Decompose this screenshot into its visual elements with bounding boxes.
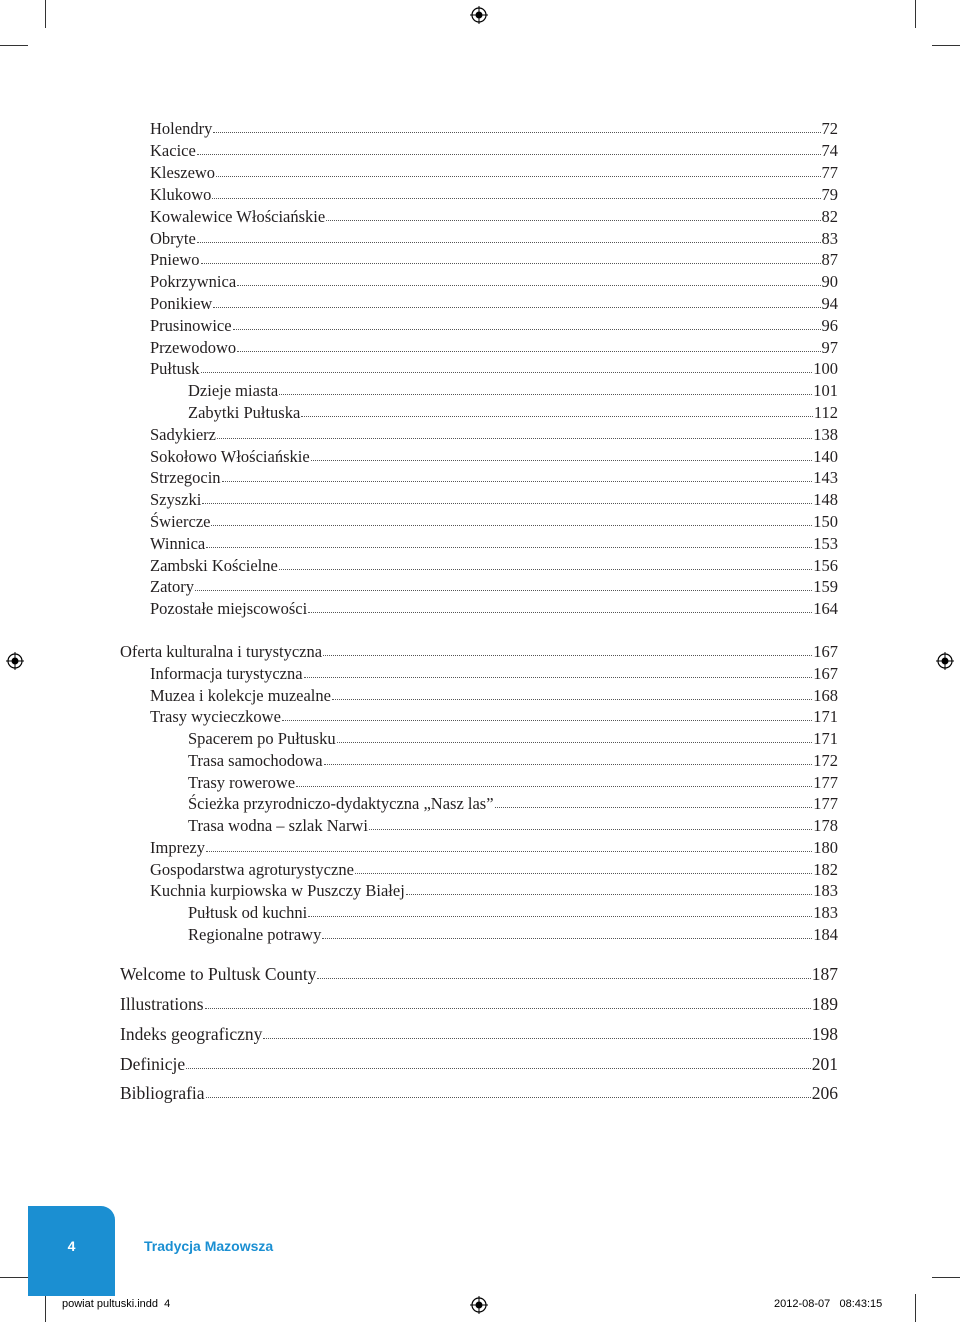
- toc-entry: [150, 860, 838, 880]
- crop-mark: [45, 0, 46, 28]
- toc-entry-label: Trasa wodna – szlak Narwi: [188, 816, 368, 835]
- toc-entry-label: Sokołowo Włościańskie: [150, 447, 310, 466]
- toc-entry: [150, 338, 838, 358]
- toc-entry-label: Kuchnia kurpiowska w Puszczy Białej: [150, 881, 405, 900]
- toc-entry-page: 167: [813, 642, 838, 661]
- toc-entry: [188, 816, 838, 836]
- toc-entry-page: 82: [821, 207, 838, 226]
- toc-entry: [150, 359, 838, 379]
- toc-entry-label: Zambski Kościelne: [150, 556, 278, 575]
- toc-entry-page: 201: [811, 1054, 838, 1074]
- toc-leader-dots: [304, 673, 813, 678]
- toc-entry: [150, 447, 838, 467]
- toc-entry: [120, 1054, 838, 1074]
- toc-leader-dots: [323, 651, 812, 656]
- toc-leader-dots: [213, 303, 820, 308]
- toc-entry-label: Trasy rowerowe: [188, 773, 296, 792]
- toc-leader-dots: [332, 695, 812, 700]
- toc-entry: [150, 512, 838, 532]
- toc-entry-page: 171: [813, 729, 838, 748]
- toc-entry-page: 138: [813, 425, 838, 444]
- toc-entry-label: Imprezy: [150, 838, 205, 857]
- toc-entry-label: Oferta kulturalna i turystyczna: [120, 642, 323, 661]
- toc-leader-dots: [355, 869, 812, 874]
- toc-entry-page: 187: [811, 964, 838, 984]
- toc-entry: [188, 903, 838, 923]
- toc-entry-page: 184: [813, 925, 838, 944]
- toc-entry-label: Pułtusk od kuchni: [188, 903, 308, 922]
- toc-entry-page: 177: [813, 773, 838, 792]
- toc-entry: [150, 490, 838, 510]
- toc-entry: [120, 642, 838, 662]
- toc-entry-page: 143: [813, 468, 838, 487]
- toc-entry: [150, 534, 838, 554]
- toc-leader-dots: [202, 499, 812, 504]
- toc-leader-dots: [324, 760, 813, 765]
- toc-entry-page: 189: [811, 994, 838, 1014]
- toc-entry-page: 164: [813, 599, 838, 618]
- toc-entry: [150, 163, 838, 183]
- slug-timestamp: [774, 1298, 882, 1310]
- toc-entry: [150, 425, 838, 445]
- slug-date: 2012-08-07: [774, 1298, 831, 1310]
- toc-entry-page: 74: [821, 141, 838, 160]
- toc-entry: [150, 250, 838, 270]
- slug-file-page: 4: [164, 1298, 171, 1310]
- toc-entry-page: 72: [821, 119, 838, 138]
- registration-mark-icon: [936, 652, 954, 670]
- toc-entry: [150, 599, 838, 619]
- toc-leader-dots: [216, 172, 820, 177]
- toc-entry-label: Bibliografia: [120, 1083, 205, 1103]
- toc-entry-label: Strzegocin: [150, 468, 221, 487]
- toc-leader-dots: [201, 259, 821, 264]
- publication-title: Tradycja Mazowsza: [144, 1238, 274, 1254]
- registration-mark-icon: [470, 1296, 488, 1314]
- toc-entry-label: Klukowo: [150, 185, 212, 204]
- toc-leader-dots: [317, 974, 810, 979]
- toc-entry-page: 87: [821, 250, 838, 269]
- toc-leader-dots: [205, 1004, 811, 1009]
- crop-mark: [932, 1277, 960, 1278]
- toc-leader-dots: [197, 150, 821, 155]
- toc-entry-label: Prusinowice: [150, 316, 232, 335]
- toc-entry-page: 79: [821, 185, 838, 204]
- toc-leader-dots: [197, 238, 821, 243]
- toc-leader-dots: [263, 1034, 810, 1039]
- toc-entry-page: 77: [821, 163, 838, 182]
- toc-leader-dots: [206, 1093, 811, 1098]
- slug-file-name-text: powiat pultuski.indd: [62, 1298, 159, 1310]
- registration-mark-icon: [6, 652, 24, 670]
- toc-leader-dots: [282, 716, 812, 721]
- page-number: 4: [67, 1238, 76, 1254]
- toc-leader-dots: [495, 803, 813, 808]
- toc-entry-label: Przewodowo: [150, 338, 237, 357]
- toc-leader-dots: [301, 412, 813, 417]
- toc-leader-dots: [308, 608, 812, 613]
- toc-entry-label: Ścieżka przyrodniczo-dydaktyczna „Nasz las”: [188, 794, 494, 813]
- toc-entry-page: 83: [821, 229, 838, 248]
- toc-entry: [150, 468, 838, 488]
- toc-entry-label: Gospodarstwa agroturystyczne: [150, 860, 354, 879]
- toc-entry-label: Holendry: [150, 119, 213, 138]
- crop-mark: [0, 45, 28, 46]
- toc-entry-label: Zatory: [150, 577, 194, 596]
- toc-entry: [188, 925, 838, 945]
- toc-entry-label: Indeks geograficzny: [120, 1024, 263, 1044]
- toc-entry-page: 90: [821, 272, 838, 291]
- toc-leader-dots: [279, 390, 812, 395]
- toc-entry: [150, 141, 838, 161]
- toc-entry-label: Illustrations: [120, 994, 204, 1014]
- toc-entry-page: 183: [813, 881, 838, 900]
- toc-entry-page: 177: [813, 794, 838, 813]
- toc-entry-page: 156: [813, 556, 838, 575]
- toc-entry-page: 168: [813, 686, 838, 705]
- toc-entry-page: 159: [813, 577, 838, 596]
- toc-entry-page: 178: [813, 816, 838, 835]
- toc-entry-page: 100: [813, 359, 838, 378]
- crop-mark: [915, 0, 916, 28]
- toc-leader-dots: [213, 128, 820, 133]
- toc-entry: [188, 403, 838, 423]
- toc-entry: [150, 316, 838, 336]
- toc-leader-dots: [237, 347, 820, 352]
- crop-mark: [932, 45, 960, 46]
- toc-leader-dots: [211, 521, 812, 526]
- toc-entry: [188, 729, 838, 749]
- toc-entry-page: 182: [813, 860, 838, 879]
- toc-entry: [120, 1024, 838, 1044]
- toc-entry-page: 112: [813, 403, 838, 422]
- toc-entry-label: Świercze: [150, 512, 211, 531]
- toc-entry-page: 150: [813, 512, 838, 531]
- toc-leader-dots: [206, 847, 812, 852]
- toc-entry: [150, 664, 838, 684]
- toc-entry-label: Kowalewice Włościańskie: [150, 207, 326, 226]
- toc-entry-label: Sadykierz: [150, 425, 216, 444]
- toc-entry-page: 183: [813, 903, 838, 922]
- toc-entry-page: 180: [813, 838, 838, 857]
- toc-entry-label: Kacice: [150, 141, 196, 160]
- toc-entry: [188, 794, 838, 814]
- toc-entry: [150, 838, 838, 858]
- toc-entry: [188, 773, 838, 793]
- toc-leader-dots: [217, 434, 812, 439]
- toc-leader-dots: [237, 281, 820, 286]
- toc-entry-label: Kleszewo: [150, 163, 216, 182]
- toc-entry-label: Zabytki Pułtuska: [188, 403, 301, 422]
- slug-file-name: [62, 1298, 170, 1310]
- toc-entry-label: Trasa samochodowa: [188, 751, 323, 770]
- crop-mark: [0, 1277, 28, 1278]
- toc-entry: [150, 185, 838, 205]
- toc-leader-dots: [233, 325, 821, 330]
- toc-entry-page: 172: [813, 751, 838, 770]
- toc-leader-dots: [311, 456, 813, 461]
- crop-mark: [45, 1294, 46, 1322]
- toc-entry-label: Pniewo: [150, 250, 200, 269]
- toc-leader-dots: [222, 477, 813, 482]
- toc-entry-label: Trasy wycieczkowe: [150, 707, 281, 726]
- toc-leader-dots: [308, 912, 812, 917]
- toc-entry-page: 153: [813, 534, 838, 553]
- toc-entry: [150, 119, 838, 139]
- toc-entry-label: Ponikiew: [150, 294, 213, 313]
- toc-entry-label: Muzea i kolekcje muzealne: [150, 686, 331, 705]
- crop-mark: [915, 1294, 916, 1322]
- toc-leader-dots: [212, 194, 820, 199]
- toc-leader-dots: [369, 825, 812, 830]
- toc-entry-label: Spacerem po Pułtusku: [188, 729, 336, 748]
- toc-leader-dots: [322, 934, 812, 939]
- toc-entry: [120, 964, 838, 984]
- toc-entry: [150, 881, 838, 901]
- toc-entry: [150, 707, 838, 727]
- toc-entry: [150, 229, 838, 249]
- toc-entry: [150, 272, 838, 292]
- toc-entry: [120, 994, 838, 1014]
- toc-entry: [150, 686, 838, 706]
- toc-entry-page: 206: [811, 1083, 838, 1103]
- toc-entry-page: 148: [813, 490, 838, 509]
- toc-entry-label: Regionalne potrawy: [188, 925, 322, 944]
- toc-entry-page: 198: [811, 1024, 838, 1044]
- toc-entry: [150, 294, 838, 314]
- toc-entry-label: Pokrzywnica: [150, 272, 237, 291]
- toc-entry-page: 96: [821, 316, 838, 335]
- toc-entry-page: 97: [821, 338, 838, 357]
- toc-entry: [150, 556, 838, 576]
- toc-leader-dots: [296, 782, 812, 787]
- toc-entry-label: Dzieje miasta: [188, 381, 279, 400]
- toc-entry-page: 171: [813, 707, 838, 726]
- toc-entry-label: Pozostałe miejscowości: [150, 599, 308, 618]
- toc-leader-dots: [337, 738, 813, 743]
- toc-entry-page: 167: [813, 664, 838, 683]
- toc-entry: [150, 207, 838, 227]
- toc-leader-dots: [279, 565, 812, 570]
- toc-leader-dots: [195, 586, 812, 591]
- toc-entry-page: 94: [821, 294, 838, 313]
- toc-entry-label: Szyszki: [150, 490, 202, 509]
- toc-entry-page: 101: [813, 381, 838, 400]
- toc-entry-page: 140: [813, 447, 838, 466]
- toc-entry-label: Definicje: [120, 1054, 186, 1074]
- toc-entry-label: Informacja turystyczna: [150, 664, 303, 683]
- toc-leader-dots: [326, 216, 820, 221]
- toc-entry: [120, 1083, 838, 1103]
- toc-entry-label: Pułtusk: [150, 359, 200, 378]
- registration-mark-icon: [470, 6, 488, 24]
- toc-leader-dots: [186, 1064, 811, 1069]
- toc-entry-label: Winnica: [150, 534, 206, 553]
- toc-entry: [188, 381, 838, 401]
- toc-entry: [150, 577, 838, 597]
- toc-entry-label: Welcome to Pultusk County: [120, 964, 317, 984]
- toc-entry-label: Obryte: [150, 229, 196, 248]
- toc-leader-dots: [206, 543, 812, 548]
- toc-leader-dots: [406, 890, 812, 895]
- toc-entry: [188, 751, 838, 771]
- slug-time: 08:43:15: [839, 1298, 883, 1310]
- toc-leader-dots: [201, 368, 813, 373]
